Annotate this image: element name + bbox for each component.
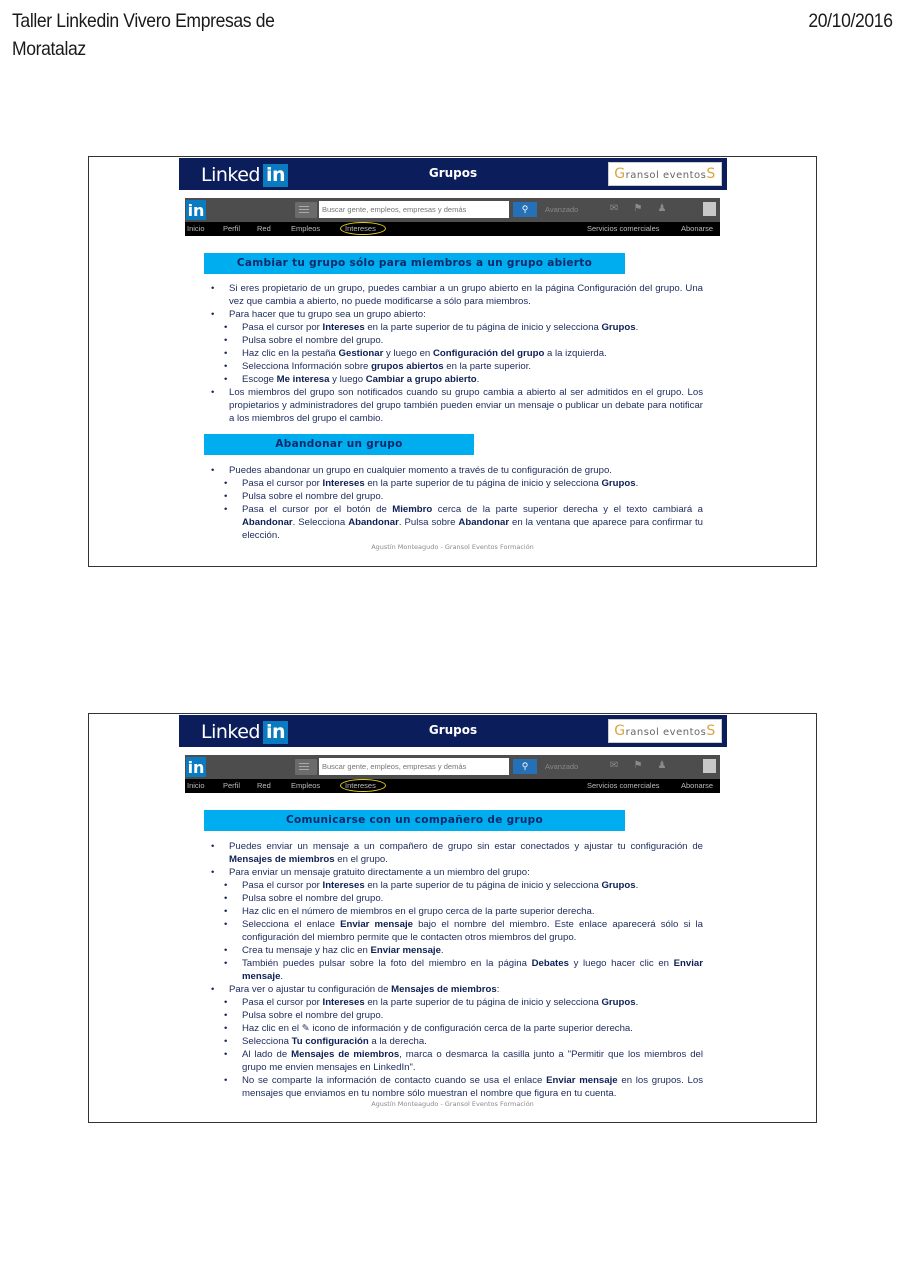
text: Escoge xyxy=(242,374,277,385)
bold-text: Miembro xyxy=(392,504,433,515)
highlight-ring xyxy=(340,222,386,235)
text: Puedes enviar un mensaje a un compañero de grupo sin estar conectados y ajustar tu configuración de xyxy=(229,841,703,852)
logo-in-box: in xyxy=(263,721,288,744)
avatar-icon[interactable] xyxy=(703,202,716,216)
section-heading: Abandonar un grupo xyxy=(204,434,474,455)
advanced-search-link[interactable]: Avanzado xyxy=(545,762,579,771)
section-content xyxy=(211,282,703,425)
logo-text: Linked xyxy=(201,164,260,186)
text: en la parte superior de tu página de inicio y selecciona xyxy=(364,997,602,1008)
navbar-menu xyxy=(185,222,720,236)
bold-text: Gestionar xyxy=(338,348,384,359)
list-item: • Pulsa sobre el nombre del grupo. xyxy=(224,892,703,905)
text: . xyxy=(635,478,639,489)
bold-text: Abandonar xyxy=(458,517,510,528)
bold-text: grupos abiertos xyxy=(371,361,444,372)
page-header-title: Taller Linkedin Vivero Empresas de Moratalaz xyxy=(12,10,275,60)
list-item xyxy=(224,1048,703,1074)
list-item: • Haz clic en el ✎ icono de información y de configuración cerca de la parte superior derecha. xyxy=(224,1022,703,1035)
menu-abonarse[interactable]: Abonarse xyxy=(681,224,714,233)
search-input[interactable] xyxy=(319,758,509,775)
search-category-menu-icon[interactable] xyxy=(295,759,317,775)
bold-text: Grupos xyxy=(601,880,636,891)
text: . xyxy=(635,880,639,891)
text: También puedes pulsar sobre la foto del miembro en la página xyxy=(242,958,532,969)
navbar-top xyxy=(185,198,720,222)
add-contact-icon[interactable]: ♟ xyxy=(657,760,667,771)
text: en la parte superior de tu página de inicio y selecciona xyxy=(364,880,602,891)
text: en los grupos. Los mensajes que enviamos en tu nombre sólo muestran el nombre que figura en tu cuenta. xyxy=(242,1075,703,1099)
text: No se comparte la información de contacto cuando se usa el enlace xyxy=(242,1075,547,1086)
avatar-icon[interactable] xyxy=(703,759,716,773)
bold-text: Abandonar xyxy=(242,517,293,528)
text: en la parte superior de tu página de inicio y selecciona xyxy=(364,322,602,333)
bold-text: Me interesa xyxy=(276,374,330,385)
add-contact-icon[interactable]: ♟ xyxy=(657,203,667,214)
list-item xyxy=(224,944,703,957)
text: . xyxy=(440,945,444,956)
bold-text: Cambiar a grupo abierto xyxy=(365,374,477,385)
section-content xyxy=(211,840,703,1100)
bold-text: Grupos xyxy=(601,997,636,1008)
search-category-menu-icon[interactable] xyxy=(295,202,317,218)
menu-red[interactable]: Red xyxy=(257,224,271,233)
list-item xyxy=(224,1035,703,1048)
text: . xyxy=(635,997,639,1008)
list-item: • Los miembros del grupo son notificados cuando su grupo cambia a abierto al ser admitidos en el grupo. Los propietarios y administradores del grupo también pueden enviar un mensaje o publicar un debate para notificar a los miembros del grupo el cambio. xyxy=(211,386,703,425)
menu-empleos[interactable]: Empleos xyxy=(291,781,321,790)
bold-text: Abandonar xyxy=(348,517,399,528)
linkedin-navbar xyxy=(185,755,720,793)
bold-text: Intereses xyxy=(322,322,365,333)
list-item xyxy=(224,996,703,1009)
section-heading: Cambiar tu grupo sólo para miembros a un grupo abierto xyxy=(204,253,625,274)
text: en la parte superior. xyxy=(443,361,532,372)
bold-text: Enviar mensaje xyxy=(370,945,441,956)
magnifier-icon: ⚲ xyxy=(521,204,529,214)
navbar-menu xyxy=(185,779,720,793)
bold-text: Enviar mensaje xyxy=(546,1075,618,1086)
text: Haz clic en la pestaña xyxy=(242,348,339,359)
bold-text: Grupos xyxy=(601,478,636,489)
text: : xyxy=(496,984,500,995)
list-item xyxy=(224,957,703,983)
brand-logo xyxy=(608,719,722,743)
list-item xyxy=(224,1074,703,1100)
slide-footer-credit: Agustín Monteagudo - Gransol Eventos Formación xyxy=(371,1100,534,1108)
brand-logo xyxy=(608,162,722,186)
bold-text: Mensajes de miembros xyxy=(229,854,335,865)
linkedin-home-icon[interactable]: in xyxy=(187,758,205,777)
bold-text: Grupos xyxy=(601,322,636,333)
menu-inicio[interactable]: Inicio xyxy=(187,781,205,790)
list-item xyxy=(224,321,703,334)
banner-title: Grupos xyxy=(428,166,478,180)
linkedin-home-icon[interactable]: in xyxy=(187,201,205,220)
advanced-search-link[interactable]: Avanzado xyxy=(545,205,579,214)
flag-icon[interactable]: ⚑ xyxy=(633,760,643,771)
list-item: • Si eres propietario de un grupo, puedes cambiar a un grupo abierto en la página Configuración del grupo. Una vez que cambia a abierto, no puede modificarse a sólo para miembros. xyxy=(211,282,703,308)
list-item: • Para enviar un mensaje gratuito directamente a un miembro del grupo: xyxy=(211,866,703,879)
text: , marca o desmarca la casilla junto a "Permitir que los miembros del grupo me envien mensajes en LinkedIn". xyxy=(242,1049,703,1073)
text: Pasa el cursor por xyxy=(242,880,323,891)
search-button[interactable] xyxy=(513,202,537,217)
text: Pasa el cursor por xyxy=(242,478,323,489)
list-item xyxy=(211,983,703,996)
menu-perfil[interactable]: Perfil xyxy=(223,781,241,790)
list-item: • Para hacer que tu grupo sea un grupo abierto: xyxy=(211,308,703,321)
menu-inicio[interactable]: Inicio xyxy=(187,224,205,233)
text: en la parte superior de tu página de inicio y selecciona xyxy=(364,478,602,489)
menu-intereses[interactable]: Intereses xyxy=(345,781,376,790)
menu-empleos[interactable]: Empleos xyxy=(291,224,321,233)
bold-text: Debates xyxy=(531,958,569,969)
text: Pasa el cursor por xyxy=(242,997,323,1008)
list-item: • Pulsa sobre el nombre del grupo. xyxy=(224,490,703,503)
brand-logo-text: ransol eventos xyxy=(625,727,707,738)
text: . xyxy=(280,971,284,982)
page-header-date: 20/10/2016 xyxy=(808,10,893,32)
envelope-icon[interactable]: ✉ xyxy=(609,760,619,771)
list-item xyxy=(224,879,703,892)
brand-logo-text: ransol eventos xyxy=(625,170,707,181)
magnifier-icon: ⚲ xyxy=(521,761,529,771)
list-item xyxy=(224,347,703,360)
bold-text: Enviar mensaje xyxy=(242,958,703,982)
brand-logo-mark-end: S xyxy=(706,166,716,182)
flag-icon[interactable]: ⚑ xyxy=(633,203,643,214)
navbar-top xyxy=(185,755,720,779)
list-item: • Pulsa sobre el nombre del grupo. xyxy=(224,334,703,347)
text: Para ver o ajustar tu configuración de xyxy=(229,984,392,995)
logo-text: Linked xyxy=(201,721,260,743)
text: y luego en xyxy=(383,348,433,359)
text: Pasa el cursor por xyxy=(242,322,323,333)
section-heading: Comunicarse con un compañero de grupo xyxy=(204,810,625,831)
bold-text: Enviar mensaje xyxy=(340,919,413,930)
bold-text: Configuración del grupo xyxy=(432,348,545,359)
list-item xyxy=(224,360,703,373)
bold-text: Intereses xyxy=(322,997,365,1008)
brand-logo-mark: G xyxy=(614,166,626,182)
search-button[interactable] xyxy=(513,759,537,774)
list-item: • Haz clic en el número de miembros en el grupo cerca de la parte superior derecha. xyxy=(224,905,703,918)
banner-title: Grupos xyxy=(428,723,478,737)
bold-text: Mensajes de miembros xyxy=(391,984,497,995)
bold-text: Intereses xyxy=(322,880,365,891)
menu-servicios-comerciales[interactable]: Servicios comerciales xyxy=(587,224,660,233)
slide-banner xyxy=(179,715,727,747)
text: . xyxy=(635,322,639,333)
search-input[interactable] xyxy=(319,201,509,218)
bold-text: Mensajes de miembros xyxy=(291,1049,400,1060)
list-item xyxy=(224,477,703,490)
text: . Selecciona xyxy=(292,517,349,528)
text: Selecciona xyxy=(242,1036,292,1047)
text: a la derecha. xyxy=(368,1036,427,1047)
section-content xyxy=(211,464,703,542)
slide-1 xyxy=(88,156,817,567)
list-item xyxy=(224,918,703,944)
slide-banner xyxy=(179,158,727,190)
text: Crea tu mensaje y haz clic en xyxy=(242,945,371,956)
list-item xyxy=(224,373,703,386)
text: en el grupo. xyxy=(334,854,388,865)
menu-red[interactable]: Red xyxy=(257,781,271,790)
list-item xyxy=(211,840,703,866)
highlight-ring xyxy=(340,779,386,792)
brand-logo-mark-end: S xyxy=(706,723,716,739)
list-item: • Pulsa sobre el nombre del grupo. xyxy=(224,1009,703,1022)
menu-abonarse[interactable]: Abonarse xyxy=(681,781,714,790)
bold-text: Tu configuración xyxy=(291,1036,369,1047)
text: Pasa el cursor por el botón de xyxy=(242,504,393,515)
text: Al lado de xyxy=(242,1049,292,1060)
text: y luego xyxy=(329,374,366,385)
text: . Pulsa sobre xyxy=(398,517,459,528)
envelope-icon[interactable]: ✉ xyxy=(609,203,619,214)
logo-in-box: in xyxy=(263,164,288,187)
bold-text: Intereses xyxy=(322,478,365,489)
text: Selecciona el enlace xyxy=(242,919,341,930)
text: en la ventana que aparece para confirmar tu elección. xyxy=(242,517,703,541)
list-item: • Puedes abandonar un grupo en cualquier momento a través de tu configuración de grupo. xyxy=(211,464,703,477)
text: cerca de la parte superior derecha y el texto cambiará a xyxy=(432,504,703,515)
slide-2 xyxy=(88,713,817,1123)
text: bajo el nombre del miembro. Este enlace aparecerá sólo si la configuración del miembro permite que le contacten otros miembros del grupo. xyxy=(242,919,703,943)
slide-footer-credit: Agustín Monteagudo - Gransol Eventos Formación xyxy=(371,543,534,551)
brand-logo-mark: G xyxy=(614,723,626,739)
menu-servicios-comerciales[interactable]: Servicios comerciales xyxy=(587,781,660,790)
text: a la izquierda. xyxy=(544,348,607,359)
list-item xyxy=(224,503,703,542)
text: y luego hacer clic en xyxy=(568,958,674,969)
menu-intereses[interactable]: Intereses xyxy=(345,224,376,233)
linkedin-navbar xyxy=(185,198,720,236)
text: . xyxy=(476,374,480,385)
text: Selecciona Información sobre xyxy=(242,361,372,372)
menu-perfil[interactable]: Perfil xyxy=(223,224,241,233)
